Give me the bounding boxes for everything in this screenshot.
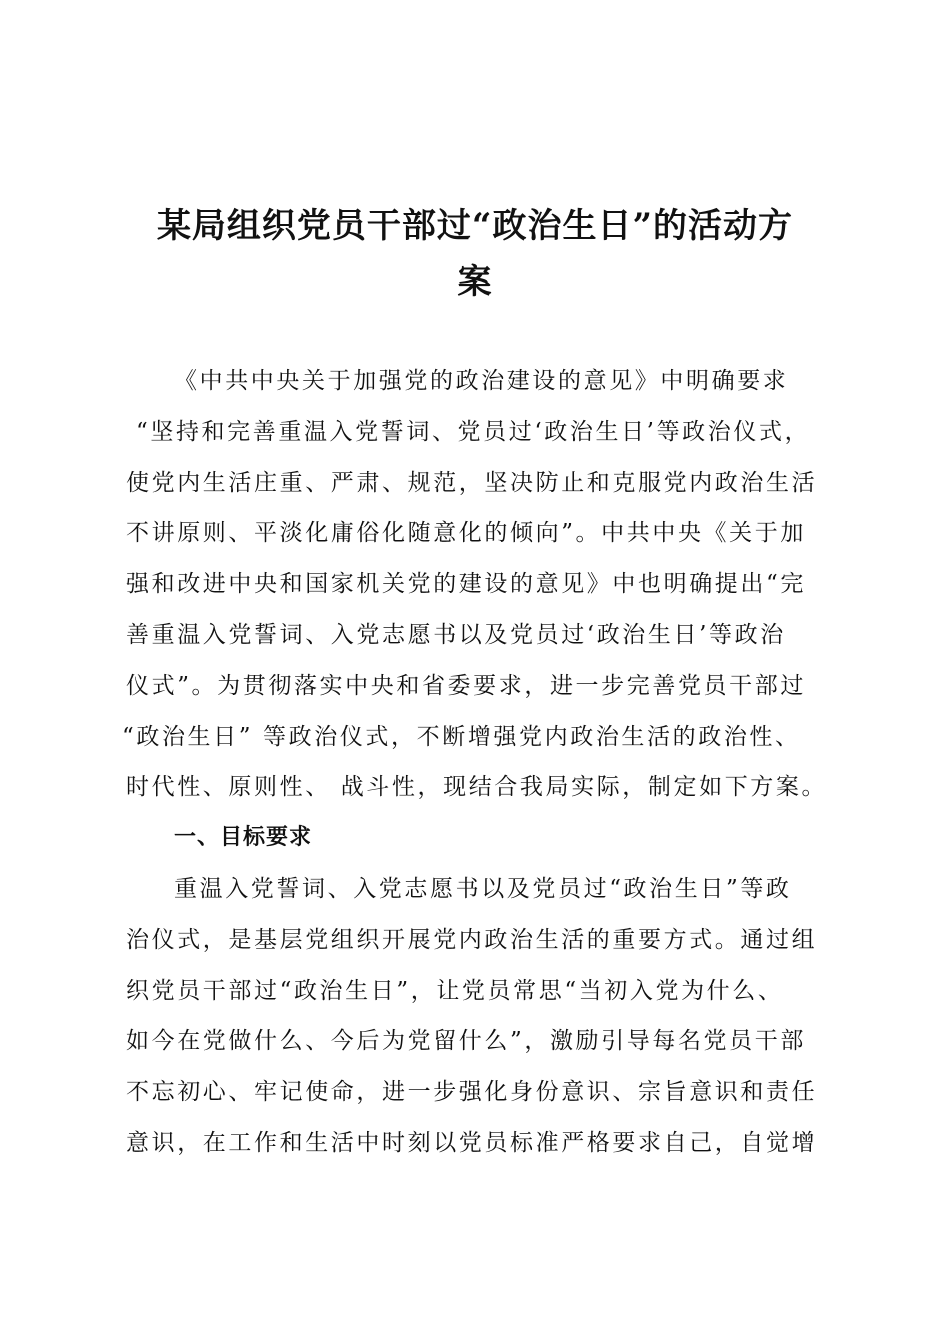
document-title bbox=[120, 198, 830, 310]
title-line-1: 某局组织党员干部过“政治生日”的活动方 bbox=[156, 206, 794, 246]
text-line: 不忘初心、牢记使命，进一步强化身份意识、宗旨意识和责任 bbox=[126, 1079, 818, 1106]
text-line: “坚持和完善重温入党誓词、党员过‘政治生日’等政治仪式， bbox=[136, 418, 811, 445]
text-line: 时代性、原则性、 战斗性，现结合我局实际，制定如下方案。 bbox=[126, 774, 828, 801]
text-line: 织党员干部过“政治生日”，让党员常思“当初入党为什么、 bbox=[126, 977, 784, 1004]
title-line-2: 案 bbox=[457, 262, 493, 302]
text-line: 善重温入党誓词、入党志愿书以及党员过‘政治生日’等政治 bbox=[126, 621, 786, 648]
document-body bbox=[122, 356, 846, 1169]
text-line: 重温入党誓词、入党志愿书以及党员过“政治生日”等政 bbox=[174, 875, 792, 902]
text-line: 《中共中央关于加强党的政治建设的意见》中明确要求 bbox=[174, 368, 789, 394]
text-line: 治仪式，是基层党组织开展党内政治生活的重要方式。通过组 bbox=[126, 926, 818, 953]
text-line: “政治生日” 等政治仪式，不断增强党内政治生活的政治性、 bbox=[122, 723, 801, 750]
text-line: 仪式”。为贯彻落实中央和省委要求，进一步完善党员干部过 bbox=[126, 672, 806, 699]
text-line: 意识，在工作和生活中时刻以党员标准严格要求自己，自觉增 bbox=[126, 1129, 818, 1156]
text-line: 强和改进中央和国家机关党的建设的意见》中也明确提出“完 bbox=[126, 571, 806, 598]
text-line: 不讲原则、平淡化庸俗化随意化的倾向”。中共中央《关于加 bbox=[126, 520, 806, 547]
text-line: 如今在党做什么、今后为党留什么”，激励引导每名党员干部 bbox=[126, 1028, 806, 1055]
text-line: 使党内生活庄重、严肃、规范，坚决防止和克服党内政治生活 bbox=[126, 469, 818, 496]
section-heading: 一、目标要求 bbox=[174, 825, 313, 851]
